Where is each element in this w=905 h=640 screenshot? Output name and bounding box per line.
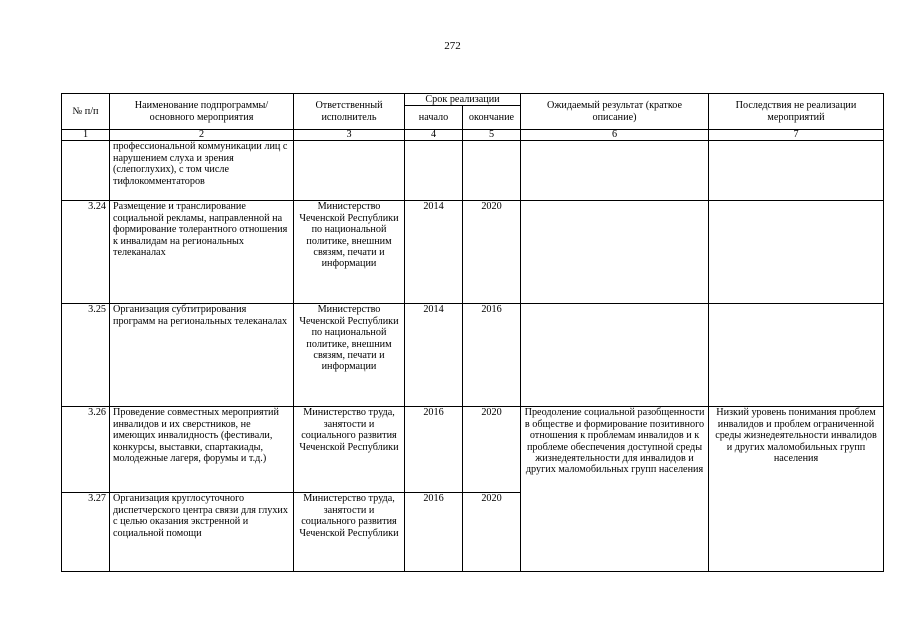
- column-numbers-row: [62, 130, 884, 141]
- column-number: 5: [463, 130, 521, 141]
- column-number: 1: [62, 130, 110, 141]
- header-consequence: Последствия не реализации мероприятий: [709, 94, 884, 130]
- header-end: окончание: [463, 106, 521, 130]
- row-end: [463, 141, 521, 201]
- row-consequence: [709, 141, 884, 201]
- table-row: [62, 201, 884, 304]
- header-row-1: [62, 94, 884, 106]
- row-start: 2016: [405, 407, 463, 493]
- row-number: [62, 141, 110, 201]
- header-start: начало: [405, 106, 463, 130]
- row-number: 3.27: [62, 493, 110, 572]
- column-number: 4: [405, 130, 463, 141]
- column-number: 3: [294, 130, 405, 141]
- column-number: 7: [709, 130, 884, 141]
- row-end: 2020: [463, 407, 521, 493]
- row-executor: Министерство Чеченской Республики по национальной политике, внешним связям, печати и информации: [294, 304, 405, 407]
- row-end: 2020: [463, 493, 521, 572]
- row-name: Размещение и транслирование социальной рекламы, направленной на формирование толерантного отношения к инвалидам на региональных телеканалах: [110, 201, 294, 304]
- row-name: Проведение совместных мероприятий инвалидов и их сверстников, не имеющих инвалидность (фестивали, конкурсы, выставки, спартакиады, молодежные лагеря, форумы и т.д.): [110, 407, 294, 493]
- row-start: [405, 141, 463, 201]
- row-executor: Министерство Чеченской Республики по национальной политике, внешним связям, печати и информации: [294, 201, 405, 304]
- table-row: [62, 304, 884, 407]
- row-name: Организация субтитрирования программ на региональных телеканалах: [110, 304, 294, 407]
- row-result: [521, 201, 709, 304]
- header-executor: Ответственный исполнитель: [294, 94, 405, 130]
- row-start: 2014: [405, 304, 463, 407]
- table-row: [62, 407, 884, 493]
- header-num: № п/п: [62, 94, 110, 130]
- row-name: профессиональной коммуникации лиц с нарушением слуха и зрения (слепоглухих), с том числе тифлокомментаторов: [110, 141, 294, 201]
- row-number: 3.26: [62, 407, 110, 493]
- row-number: 3.25: [62, 304, 110, 407]
- row-name: Организация круглосуточного диспетчерского центра связи для глухих с целью оказания экстренной и социальной помощи: [110, 493, 294, 572]
- merged-result: Преодоление социальной разобщенности в обществе и формирование позитивного отношения к проблемам инвалидов и к проблеме обеспечения доступной среды жизнедеятельности для инвалидов и других маломобильных групп населения: [521, 407, 709, 572]
- row-consequence: [709, 201, 884, 304]
- row-start: 2014: [405, 201, 463, 304]
- row-start: 2016: [405, 493, 463, 572]
- header-name: Наименование подпрограммы/ основного мероприятия: [110, 94, 294, 130]
- row-end: 2020: [463, 201, 521, 304]
- row-executor: [294, 141, 405, 201]
- page-number: 272: [444, 40, 461, 52]
- row-number: 3.24: [62, 201, 110, 304]
- row-result: [521, 141, 709, 201]
- row-executor: Министерство труда, занятости и социального развития Чеченской Республики: [294, 493, 405, 572]
- program-table: [61, 93, 884, 572]
- header-period: Срок реализации: [405, 94, 521, 106]
- row-end: 2016: [463, 304, 521, 407]
- merged-consequence: Низкий уровень понимания проблем инвалидов и проблем ограниченной среды жизнедеятельности инвалидов и других маломобильных групп населения: [709, 407, 884, 572]
- column-number: 6: [521, 130, 709, 141]
- table-row: [62, 141, 884, 201]
- column-number: 2: [110, 130, 294, 141]
- row-executor: Министерство труда, занятости и социального развития Чеченской Республики: [294, 407, 405, 493]
- row-result: [521, 304, 709, 407]
- header-result: Ожидаемый результат (краткое описание): [521, 94, 709, 130]
- row-consequence: [709, 304, 884, 407]
